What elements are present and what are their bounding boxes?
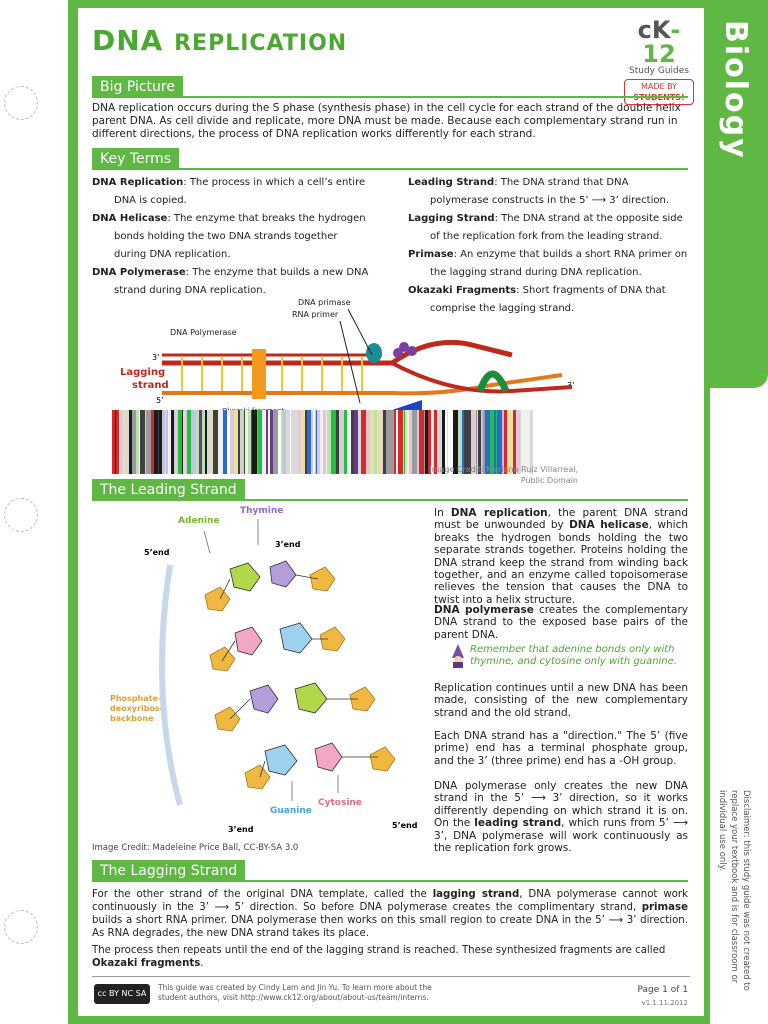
page-title: DNA REPLICATION (92, 24, 348, 57)
label-strand: strand (132, 380, 169, 391)
disclaimer-text: Disclaimer: this study guide was not created to replace your textbook and is for classroom or individual use only. (717, 790, 751, 991)
subject-tab-label: Biology (718, 20, 753, 160)
label-rna-primer: RNA primer (292, 310, 339, 319)
subject-tab[interactable] (710, 0, 768, 388)
leading-para-1: In DNA replication, the parent DNA strand must be unwounded by DNA helicase, which breaks the hydrogen bonds holding the two separate strands together. Proteins holding the DNA strand keep the strand from winding back together, and an enzyme called topoisomerase relieves the tension that causes the DNA to twist into a helix structure. (434, 507, 688, 606)
label-thymine: Thymine (240, 506, 284, 516)
base-pairing-diagram (110, 505, 428, 835)
made-by-students-badge: MADE BY (624, 79, 694, 105)
primase-shape (366, 343, 382, 363)
key-term: Leading Strand: The DNA strand that DNA polymerase constructs in the 5’ ⟶ 3’ direction. (408, 177, 670, 206)
label-guanine: Guanine (270, 806, 312, 816)
key-terms-left (92, 174, 372, 300)
footer-credit: This guide was created by Cindy Lam and Jin Yu. To learn more about the student authors, visit http://www.ck12.org/about/about-us/team/interns. (158, 983, 432, 1002)
divider (92, 168, 688, 170)
lagging-para-2: The process then repeats until the end of the lagging strand is reached. These synthesized fragments are called Okazaki fragments. (92, 945, 666, 969)
label-5end-bottom: 5’end (392, 821, 418, 830)
binder-hole (4, 86, 38, 120)
binder-hole (4, 498, 38, 532)
leading-para-5: DNA polymerase only creates the new DNA strand in the 5’ ⟶ 3’ direction, so it works differently depending on which strand it is on. On the leading strand, which runs from 5’ ⟶ 3’, DNA polymerase will work continuously as the replication fork grows. (434, 780, 689, 855)
creative-commons-badge[interactable]: cc BY NC SA (94, 984, 150, 1004)
wizard-icon (450, 644, 466, 668)
key-term: DNA Replication: The process in which a cell’s entire DNA is copied. (92, 177, 366, 206)
label-cytosine: Cytosine (318, 798, 362, 808)
dna-polymerase-shape (252, 349, 266, 399)
divider (92, 880, 688, 882)
section-heading-lagging-strand: The Lagging Strand (92, 860, 245, 882)
label-adenine: Adenine (178, 516, 220, 526)
label-3prime: 3’ (152, 353, 160, 362)
base-image-credit: Image Credit: Madeleine Price Ball, CC-BY-SA 3.0 (92, 843, 299, 853)
leading-para-3: Replication continues until a new DNA has been made, consisting of the new complementary strand and the old strand. (434, 682, 688, 719)
label-3prime-right: 3’ (567, 381, 575, 390)
label-5end-top: 5’end (144, 548, 170, 557)
label-dna-polymerase: DNA Polymerase (170, 328, 237, 337)
ck12-logo: cK-12 Study Guides MADE BY (624, 18, 694, 86)
lagging-para-1: For the other strand of the original DNA template, called the lagging strand, DNA polymerase cannot work continuously in the 3’ ⟶ 5’ direction. So before DNA polymerase creates the complimentary strand, primase builds a short RNA primer. DNA polymerase then works on this small region to create DNA in the 5’ ⟶ 3’ direction. As RNA degrades, the new DNA strand takes its place. (92, 889, 688, 939)
divider (92, 499, 688, 501)
section-heading-key-terms: Key Terms (92, 148, 179, 170)
label-5prime: 5’ (156, 396, 164, 405)
page-number: Page 1 of 1 v1.1.11.2012 (637, 985, 688, 1007)
fork-image-credit: Image Credit: Mariana Ruiz Villarreal, Public Domain (429, 465, 578, 485)
label-dna-primase: DNA primase (298, 298, 351, 307)
big-picture-text: DNA replication occurs during the S phase (synthesis phase) in the cell cycle for each strand of the double helix parent DNA. As cell divide and replicate, more DNA must be made. Because each complementary strand run in different directions, the process of DNA replication works differently for each strand. (92, 102, 681, 140)
key-term: DNA Polymerase: The enzyme that builds a new DNA strand during DNA replication. (92, 267, 369, 296)
leading-para-2: DNA polymerase creates the complementary DNA strand to the exposed base pairs of the parent DNA. (434, 604, 688, 641)
leading-para-4: Each DNA strand has a "direction." The 5’ (five prime) end has a terminal phosphate group, and the 3’ (three prime) end has a -OH group. (434, 730, 688, 767)
label-lagging: Lagging (120, 367, 166, 378)
binder-hole (4, 910, 38, 944)
key-term: Lagging Strand: The DNA strand at the opposite side of the replication fork from the leading strand. (408, 213, 683, 242)
key-term: Okazaki Fragments: Short fragments of DNA that comprise the lagging strand. (408, 285, 666, 314)
label-backbone-2: deoxyribose (110, 704, 166, 713)
remember-note: Remember that adenine bonds only with thymine, and cytosine only with guanine. (452, 644, 688, 668)
key-term: Primase: An enzyme that builds a short RNA primer on the lagging strand during DNA replication. (408, 249, 688, 278)
label-3end-top: 3’end (275, 540, 301, 549)
label-backbone-3: backbone (110, 714, 154, 723)
divider (92, 96, 688, 98)
footer-divider (92, 976, 690, 977)
section-heading-big-picture: Big Picture (92, 76, 183, 98)
key-term: DNA Helicase: The enzyme that breaks the hydrogen bonds holding the two DNA strands together during DNA replication. (92, 213, 366, 260)
label-3end-bottom: 3’end (228, 825, 254, 834)
section-heading-leading-strand: The Leading Strand (92, 479, 245, 501)
label-backbone-1: Phosphate- (110, 694, 162, 703)
